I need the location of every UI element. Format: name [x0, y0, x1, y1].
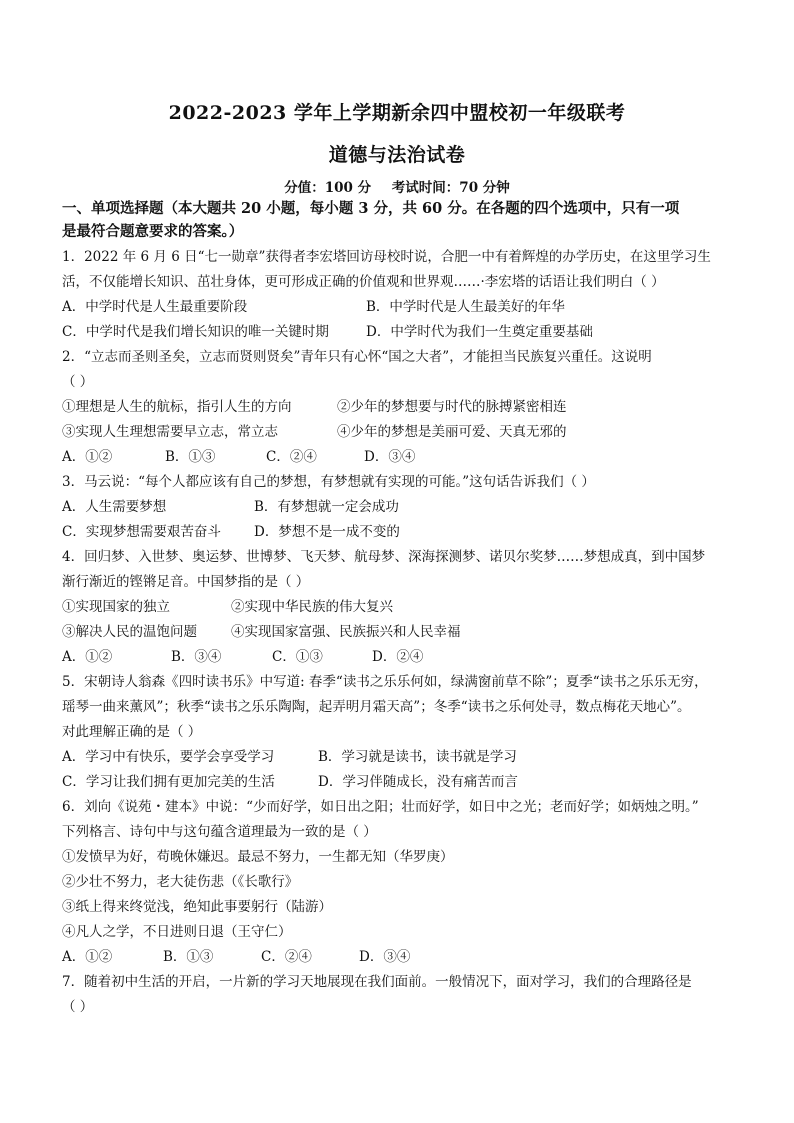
q2-statement-1: ①理想是人生的航标，指引人生的方向 [62, 399, 292, 415]
section-heading-cont: 是最符合题意要求的答案。） [62, 223, 244, 240]
exam-meta [0, 176, 794, 196]
q2-option-d: D．③④ [364, 449, 416, 465]
question-6-stem: 6．刘向《说苑・建本》中说：“少而好学，如日出之阳；壮而好学，如日中之光；老而好学；如炳烛之明。” [62, 799, 699, 815]
q3-option-a: A．人生需要梦想 [62, 499, 167, 515]
question-5-stem-cont-2: 对此理解正确的是（ ） [62, 724, 202, 740]
q1-option-c: C．中学时代是我们增长知识的唯一关键时期 [62, 324, 329, 340]
question-4-stem: 4．回归梦、入世梦、奥运梦、世博梦、飞天梦、航母梦、深海探测梦、诺贝尔奖梦……梦想成真，到中国梦 [62, 549, 706, 565]
q4-option-d: D．②④ [372, 649, 424, 665]
question-4-stem-cont: 渐行渐近的铿锵足音。中国梦指的是（ ） [62, 574, 310, 590]
q2-statement-4: ④少年的梦想是美丽可爱、天真无邪的 [337, 424, 567, 440]
q6-statement-3: ③纸上得来终觉浅，绝知此事要躬行（陆游） [62, 899, 332, 915]
q4-option-a: A．①② [62, 649, 113, 665]
question-5-stem-cont: 瑶琴一曲来薰风”；秋季“读书之乐乐陶陶，起弄明月霜天高”；冬季“读书之乐何处寻，数点梅花天地心”。 [62, 699, 691, 715]
question-2-stem-cont: （ ） [62, 374, 94, 390]
q4-statement-1: ①实现国家的独立 [62, 599, 170, 615]
question-1-stem: 1．2022 年 6 月 6 日“七一勋章”获得者李宏塔回访母校时说，合肥一中有着辉煌的办学历史，在这里学习生 [62, 249, 711, 265]
q5-option-b: B．学习就是读书，读书就是学习 [318, 749, 517, 765]
time-info: 考试时间：70 分钟 [391, 180, 510, 196]
q5-option-d: D．学习伴随成长，没有痛苦而言 [318, 774, 518, 790]
exam-subtitle: 道德与法治试卷 [328, 144, 466, 166]
question-6-stem-cont: 下列格言、诗句中与这句蕴含道理最为一致的是（ ） [62, 824, 377, 840]
q3-option-b: B．有梦想就一定会成功 [254, 499, 399, 515]
q1-option-a: A．中学时代是人生最重要阶段 [62, 299, 248, 315]
q1-option-b: B．中学时代是人生最美好的年华 [366, 299, 565, 315]
q3-option-c: C．实现梦想需要艰苦奋斗 [62, 524, 221, 540]
score-info: 分值：100 分 [284, 180, 372, 196]
q2-statement-2: ②少年的梦想要与时代的脉搏紧密相连 [337, 399, 567, 415]
q6-option-c: C．②④ [261, 949, 312, 965]
q2-option-c: C．②④ [266, 449, 317, 465]
q2-option-b: B．①③ [165, 449, 216, 465]
q4-statement-3: ③解决人民的温饱问题 [62, 624, 197, 640]
q5-option-a: A．学习中有快乐，要学会享受学习 [62, 749, 275, 765]
q3-option-d: D．梦想不是一成不变的 [254, 524, 400, 540]
q4-statement-2: ②实现中华民族的伟大复兴 [231, 599, 393, 615]
q1-option-d: D．中学时代为我们一生奠定重要基础 [366, 324, 593, 340]
question-1-stem-cont: 活，不仅能增长知识、茁壮身体，更可形成正确的价值观和世界观……·李宏塔的话语让我们明白（ ） [62, 274, 665, 290]
q2-statement-3: ③实现人生理想需要早立志，常立志 [62, 424, 278, 440]
q6-option-b: B．①③ [163, 949, 214, 965]
q6-statement-4: ④凡人之学，不日进则日退（王守仁） [62, 924, 292, 940]
q5-option-c: C．学习让我们拥有更加完美的生活 [62, 774, 275, 790]
q6-option-d: D．③④ [359, 949, 411, 965]
q6-statement-2: ②少壮不努力，老大徒伤悲（《长歌行》 [62, 874, 299, 890]
question-5-stem: 5．宋朝诗人翁森《四时读书乐》中写道: 春季“读书之乐乐何如，绿满窗前草不除”；夏季“读书之乐乐无穷， [62, 674, 708, 690]
q4-statement-4: ④实现国家富强、民族振兴和人民幸福 [231, 624, 461, 640]
q4-option-b: B．③④ [171, 649, 222, 665]
q6-option-a: A．①② [62, 949, 113, 965]
q2-option-a: A．①② [62, 449, 113, 465]
q6-statement-1: ①发愤早为好，苟晚休嫌迟。最忌不努力，一生都无知（华罗庚） [62, 849, 454, 865]
question-7-stem: 7．随着初中生活的开启，一片新的学习天地展现在我们面前。一般情况下，面对学习，我们的合理路径是 [62, 974, 692, 990]
exam-title: 2022-2023 学年上学期新余四中盟校初一年级联考 [168, 102, 626, 124]
q4-option-c: C．①③ [272, 649, 323, 665]
question-2-stem: 2．“立志而圣则圣矣，立志而贤则贤矣”青年只有心怀“国之大者”，才能担当民族复兴重任。这说明 [62, 349, 652, 365]
section-heading: 一、单项选择题（本大题共 20 小题，每小题 3 分，共 60 分。在各题的四个选项中，只有一项 [62, 200, 680, 217]
question-3-stem: 3．马云说：“每个人都应该有自己的梦想，有梦想就有实现的可能。”这句话告诉我们（ ） [62, 474, 595, 490]
question-7-stem-cont: （ ） [62, 999, 94, 1015]
